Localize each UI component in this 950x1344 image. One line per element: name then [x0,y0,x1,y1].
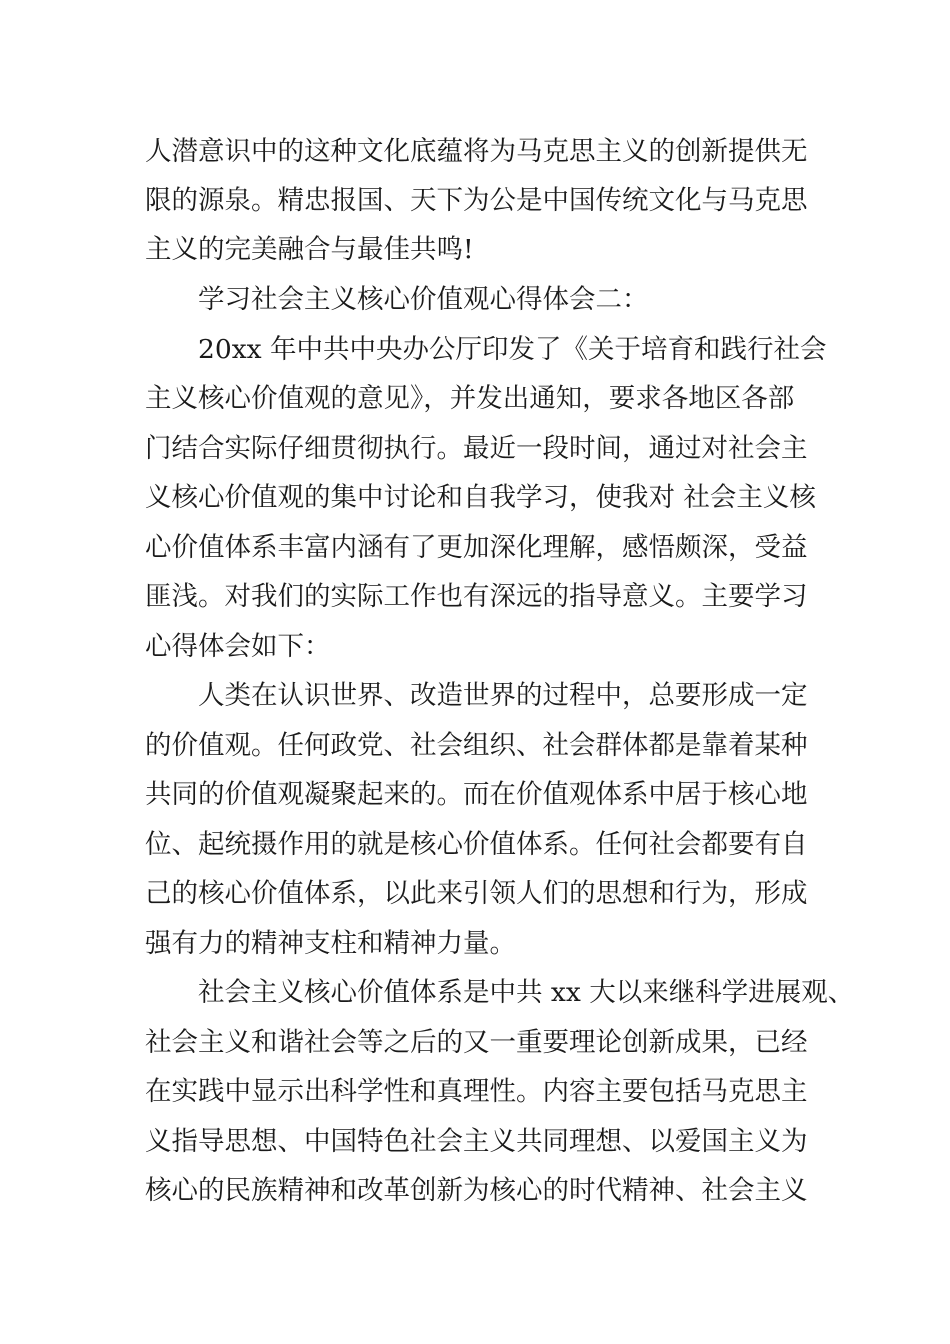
text-line: 匪浅。对我们的实际工作也有深远的指导意义。主要学习 [145,581,808,612]
text-line: 人类在认识世界、改造世界的过程中，总要形成一定 [198,680,808,711]
text-line: 心价值体系丰富内涵有了更加深化理解，感悟颇深，受益 [145,532,808,563]
text-line: 社会主义核心价值体系是中共 xx 大以来继科学进展观、 [198,977,855,1008]
text-line: 人潜意识中的这种文化底蕴将为马克思主义的创新提供无 [145,136,808,167]
text-line: 的价值观。任何政党、社会组织、社会群体都是靠着某种 [145,730,808,761]
text-line: 己的核心价值体系，以此来引领人们的思想和行为，形成 [145,878,808,909]
text-line: 门结合实际仔细贯彻执行。最近一段时间，通过对社会主 [145,433,808,464]
text-line: 强有力的精神支柱和精神力量。 [145,928,516,959]
text-line: 位、起统摄作用的就是核心价值体系。任何社会都要有自 [145,829,808,860]
text-line: 核心的民族精神和改革创新为核心的时代精神、社会主义 [145,1175,808,1206]
text-line: 义指导思想、中国特色社会主义共同理想、以爱国主义为 [145,1126,808,1157]
text-line: 在实践中显示出科学性和真理性。内容主要包括马克思主 [145,1076,808,1107]
section-heading: 学习社会主义核心价值观心得体会二： [198,284,649,315]
text-line: 限的源泉。精忠报国、天下为公是中国传统文化与马克思 [145,185,808,216]
text-line: 社会主义和谐社会等之后的又一重要理论创新成果，已经 [145,1027,808,1058]
text-line: 主义核心价值观的意见》，并发出通知，要求各地区各部 [145,383,795,414]
text-line: 心得体会如下： [145,631,331,662]
text-line: 义核心价值观的集中讨论和自我学习，使我对 社会主义核 [145,482,816,513]
text-line: 共同的价值观凝聚起来的。而在价值观体系中居于核心地 [145,779,808,810]
text-line: 20xx 年中共中央办公厅印发了《关于培育和践行社会 [198,334,827,365]
text-line: 主义的完美融合与最佳共鸣! [145,234,474,265]
